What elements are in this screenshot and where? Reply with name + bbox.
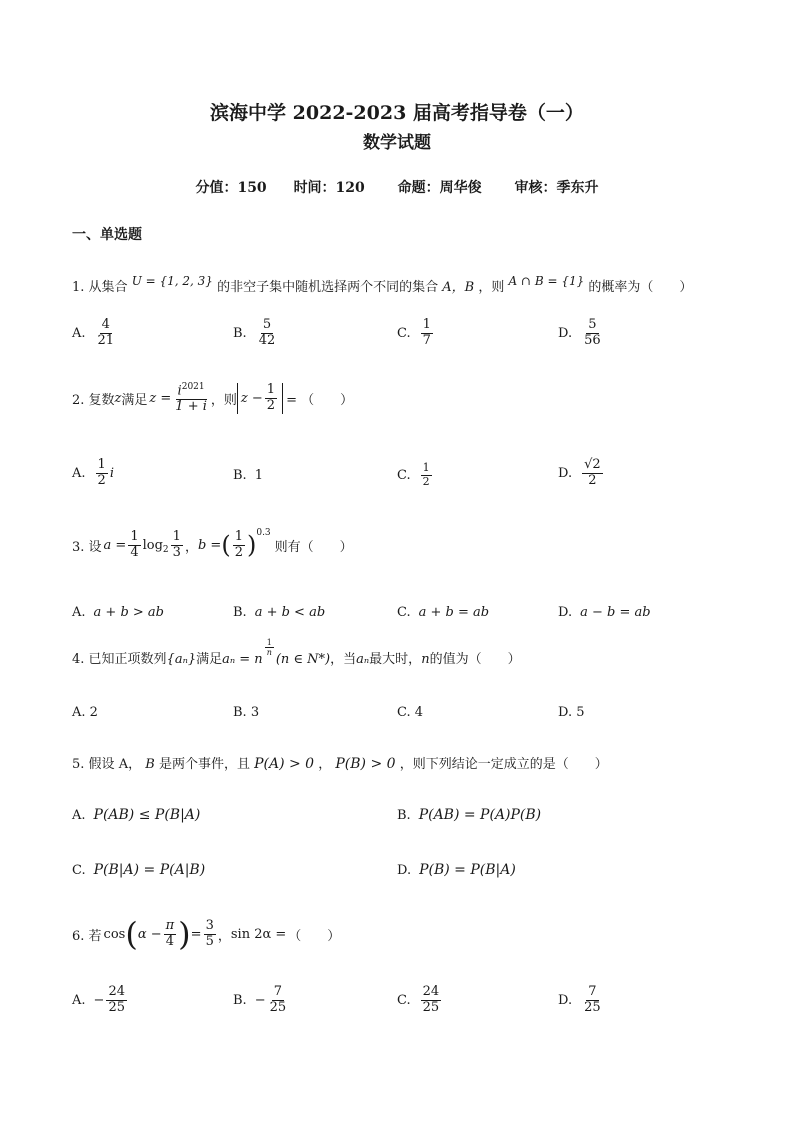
time-info: 时间：120 — [293, 180, 365, 196]
q1-d-fraction: $\frac{5}{56}$ — [584, 317, 601, 348]
q1-option-c[interactable]: C. $\frac{1}{7}$ — [397, 317, 431, 348]
exam-meta — [0, 177, 794, 197]
question-4: 4. 已知正项数列 {aₙ} 满足 aₙ = n $\frac{1}{n}$ (n ∈ N*) ，当 aₙ 最大时， n 的值为（ ） — [72, 638, 521, 668]
q5-option-b[interactable]: B. P(AB) = P(A)P(B) — [397, 807, 542, 823]
q2-option-b[interactable]: B. 1 — [233, 468, 263, 483]
exam-subtitle: 数学试题 — [363, 133, 431, 153]
q1-condition: A ∩ B = {1} — [508, 274, 585, 288]
q2-abs: z − $\frac{1}{2}$ — [237, 383, 283, 414]
q5-option-a[interactable]: A. P(AB) ≤ P(B|A) — [72, 807, 201, 823]
question-2: 2. 复数 z 满足 z = $\frac{i^{2021}}{1 + i}$ ，则 z − $\frac{1}{2}$ = （ ） — [72, 382, 354, 415]
q5-option-d[interactable]: D. P(B) = P(B|A) — [397, 862, 516, 878]
q2-option-d[interactable]: D. $\frac{√2}{2}$ — [558, 457, 601, 488]
q6-option-c[interactable]: C. $\frac{24}{25}$ — [397, 984, 440, 1015]
q4-option-c[interactable]: C. 4 — [397, 705, 424, 720]
q1-option-b[interactable]: B. $\frac{5}{42}$ — [233, 317, 276, 348]
q1-text2: ，则 — [478, 280, 505, 295]
q4-option-b[interactable]: B. 3 — [233, 705, 260, 720]
q6-option-a[interactable]: A. − $\frac{24}{25}$ — [72, 984, 125, 1015]
score-info: 分值：150 — [195, 180, 267, 196]
q2-option-a[interactable]: A. $\frac{1}{2}$ i — [72, 457, 114, 488]
reviewer-info: 审核：季东升 — [514, 180, 599, 196]
q1-ab: A，B — [442, 280, 475, 295]
q3-option-d[interactable]: D. a − b = ab — [558, 605, 651, 620]
q1-option-a[interactable]: A. $\frac{4}{21}$ — [72, 317, 115, 348]
q1-c-fraction: $\frac{1}{7}$ — [422, 317, 431, 348]
q1-a-fraction: $\frac{4}{21}$ — [97, 317, 115, 348]
exam-title: 滨海中学 2022-2023 届高考指导卷（一） — [210, 102, 584, 124]
q1-text3: 的概率为（ ） — [588, 280, 693, 295]
q5-option-c[interactable]: C. P(B|A) = P(A|B) — [72, 862, 206, 878]
q6-option-b[interactable]: B. − $\frac{7}{25}$ — [233, 984, 287, 1015]
q3-option-b[interactable]: B. a + b < ab — [233, 605, 326, 620]
q3-option-a[interactable]: A. a + b > ab — [72, 605, 164, 620]
q2-fraction: $\frac{i^{2021}}{1 + i}$ — [175, 382, 207, 415]
q4-option-d[interactable]: D. 5 — [558, 705, 585, 720]
section-heading: 一、单选题 — [72, 227, 142, 243]
q1-text: 的非空子集中随机选择两个不同的集合 — [217, 280, 439, 295]
q3-option-c[interactable]: C. a + b = ab — [397, 605, 490, 620]
q6-option-d[interactable]: D. $\frac{7}{25}$ — [558, 984, 601, 1015]
author-info: 命题：周华俊 — [397, 180, 482, 196]
q1-option-d[interactable]: D. $\frac{5}{56}$ — [558, 317, 601, 348]
q2-option-c[interactable]: C. $\frac{1}{2}$ — [397, 461, 430, 488]
q1-set: U = {1, 2, 3} — [131, 274, 213, 288]
question-5: 5. 假设 A， B 是两个事件，且 P(A) > 0 ， P(B) > 0 ，则下列结论一定成立的是（ ） — [72, 756, 608, 772]
question-1 — [72, 276, 692, 295]
question-6: 6. 若 cos ( α − $\frac{\pi}{4}$ ) = $\frac{3}{5}$ ， sin 2α = （ ） — [72, 915, 341, 953]
question-3: 3. 设 a = $\frac{1}{4}$ log 2 $\frac{1}{3}$ ， b = ( $\frac{1}{2}$ ) 0.3 则有（ ） — [72, 528, 353, 560]
q1-lead: 1. 从集合 — [72, 280, 128, 295]
q4-option-a[interactable]: A. 2 — [72, 705, 98, 720]
q1-b-fraction: $\frac{5}{42}$ — [258, 317, 276, 348]
